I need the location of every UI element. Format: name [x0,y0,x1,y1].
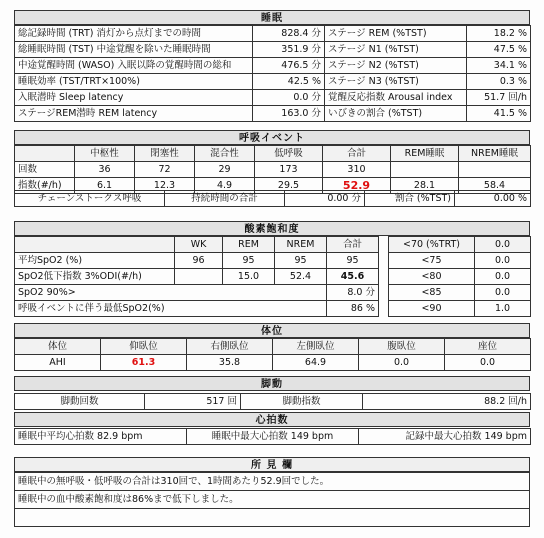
sleep-value: 18.2 % [467,26,531,42]
sleep-label: ステージ REM (%TST) [325,26,467,42]
resp-header: 閉塞性 [135,146,195,162]
position-header: 腹臥位 [359,339,445,355]
trt-label: <85 [389,285,475,301]
spo2-avg: 96 [175,253,223,269]
sleep-value: 828.4 分 [253,26,325,42]
ratio-value: 0.00 % [455,191,531,207]
resp-row-label: 指数(#/h) [15,178,75,194]
resp-header: 合計 [323,146,391,162]
resp-header: 低呼吸 [255,146,323,162]
spo2-trt-table [388,236,531,317]
sleep-label: 総睡眠時間 (TST) 中途覚醒を除いた睡眠時間 [15,42,253,58]
table-row [15,90,531,106]
leg-count-label: 脚動回数 [15,394,145,410]
findings-line-empty [15,509,530,527]
sleep-label: 覚醒反応指数 Arousal index [325,90,467,106]
sleep-section-title: 睡眠 [14,10,530,25]
sleep-label: 入眠潜時 Sleep latency [15,90,253,106]
table-header-row [15,237,379,253]
leg-section-title: 脚動 [14,376,530,391]
sleep-value: 351.9 分 [253,42,325,58]
trt-value: 0.0 [475,253,531,269]
spo2-section-title: 酸素飽和度 [14,221,530,236]
ahi-right: 35.8 [187,355,273,371]
table-row [15,491,530,509]
heart-avg: 睡眠中平均心拍数 82.9 bpm [15,429,187,445]
findings-section-title: 所 見 欄 [14,457,530,472]
trt-label: <75 [389,253,475,269]
trt-value: 1.0 [475,301,531,317]
resp-index: 12.3 [135,178,195,194]
resp-index: 6.1 [75,178,135,194]
sleep-table [14,25,531,122]
table-row [15,58,531,74]
table-row [15,26,531,42]
table-row [15,473,530,491]
findings-table [14,472,530,527]
ahi-left: 64.9 [273,355,359,371]
leg-table [14,393,531,410]
resp-header: 混合性 [195,146,255,162]
table-row [15,42,531,58]
sleep-label: いびきの割合 (%TST) [325,106,467,122]
position-header: 右側臥位 [187,339,273,355]
resp-table [14,145,531,194]
table-row [15,106,531,122]
heart-max: 睡眠中最大心拍数 149 bpm [187,429,359,445]
ahi-prone: 0.0 [359,355,445,371]
resp-index: 28.1 [391,178,459,194]
spo2-row-label: SpO2低下指数 3%ODI(#/h) [15,269,175,285]
spo2-row-label: 平均SpO2 (%) [15,253,175,269]
duration-label: 持続時間の合計 [165,191,285,207]
sleep-value: 163.0 分 [253,106,325,122]
table-row [15,74,531,90]
resp-index: 29.5 [255,178,323,194]
resp-index: 58.4 [459,178,531,194]
cheyne-stokes-label: チェーンストークス呼吸 [15,191,165,207]
spo2-avg: 95 [223,253,275,269]
table-row [15,301,379,317]
spo2-header: 合計 [327,237,379,253]
spo2-header: REM [223,237,275,253]
table-row [389,301,531,317]
table-header-row [389,237,531,253]
sleep-value: 34.1 % [467,58,531,74]
table-row [389,285,531,301]
table-row [389,253,531,269]
findings-line: 睡眠中の無呼吸・低呼吸の合計は310回で、1時間あたり52.9回でした。 [15,473,530,491]
table-row [389,269,531,285]
position-table [14,338,531,371]
leg-index-label: 脚動指数 [241,394,363,410]
table-row [15,429,531,445]
findings-line: 睡眠中の血中酸素飽和度は86%まで低下しました。 [15,491,530,509]
duration-value: 0.00 分 [285,191,365,207]
sleep-label: ステージREM潜時 REM latency [15,106,253,122]
resp-header: 中枢性 [75,146,135,162]
table-row [15,394,531,410]
resp-count [459,162,531,178]
table-header-row [15,146,531,162]
trt-label: <80 [389,269,475,285]
resp-index: 4.9 [195,178,255,194]
sleep-value: 51.7 回/h [467,90,531,106]
resp-count: 36 [75,162,135,178]
table-row [15,191,531,207]
heart-section-title: 心拍数 [14,412,530,427]
table-row [15,285,379,301]
cheyne-stokes-table [14,190,531,207]
position-header: 体位 [15,339,101,355]
resp-count: 310 [323,162,391,178]
sleep-value: 41.5 % [467,106,531,122]
spo2-avg: 95 [275,253,327,269]
heart-table [14,428,531,445]
resp-count [391,162,459,178]
sleep-value: 42.5 % [253,74,325,90]
sleep-value: 0.0 分 [253,90,325,106]
trt-label: <90 [389,301,475,317]
spo2-under90-value: 8.0 分 [327,285,379,301]
trt-value: 0.0 [475,269,531,285]
sleep-label: 睡眠効率 (TST/TRT×100%) [15,74,253,90]
resp-count: 72 [135,162,195,178]
leg-index-value: 88.2 回/h [363,394,531,410]
spo2-odi [175,269,223,285]
trt-header: <70 (%TRT) [389,237,475,253]
spo2-header: NREM [275,237,327,253]
table-row [15,355,531,371]
leg-count-value: 517 回 [145,394,241,410]
spo2-row-label: 呼吸イベントに伴う最低SpO2(%) [15,301,327,317]
resp-index-total: 52.9 [323,178,391,194]
sleep-label: 総記録時間 (TRT) 消灯から点灯までの時間 [15,26,253,42]
sleep-label: 中途覚醒時間 (WASO) 入眠以降の覚醒時間の総和 [15,58,253,74]
position-header: 仰臥位 [101,339,187,355]
ratio-label: 割合 (%TST) [365,191,455,207]
position-section-title: 体位 [14,323,530,338]
table-row [15,269,379,285]
table-row [15,162,531,178]
table-row [15,253,379,269]
resp-count: 173 [255,162,323,178]
heart-record-max: 記録中最大心拍数 149 bpm [359,429,531,445]
spo2-odi: 52.4 [275,269,327,285]
resp-count: 29 [195,162,255,178]
sleep-value: 47.5 % [467,42,531,58]
position-header: 座位 [445,339,531,355]
table-row [15,509,530,527]
trt-value: 0.0 [475,285,531,301]
sleep-label: ステージ N1 (%TST) [325,42,467,58]
spo2-odi: 15.0 [223,269,275,285]
sleep-value: 0.3 % [467,74,531,90]
sleep-label: ステージ N3 (%TST) [325,74,467,90]
resp-section-title: 呼吸イベント [14,130,530,145]
spo2-row-label: SpO2 90%> [15,285,327,301]
position-header: 左側臥位 [273,339,359,355]
spo2-min-value: 86 % [327,301,379,317]
spo2-table [14,236,379,317]
spo2-header: WK [175,237,223,253]
sleep-label: ステージ N2 (%TST) [325,58,467,74]
trt-header-value: 0.0 [475,237,531,253]
ahi-supine: 61.3 [101,355,187,371]
sleep-value: 476.5 分 [253,58,325,74]
spo2-avg: 95 [327,253,379,269]
ahi-sitting: 0.0 [445,355,531,371]
resp-header: REM睡眠 [391,146,459,162]
resp-header: NREM睡眠 [459,146,531,162]
resp-row-label: 回数 [15,162,75,178]
table-header-row [15,339,531,355]
position-row-label: AHI [15,355,101,371]
spo2-odi-total: 45.6 [327,269,379,285]
